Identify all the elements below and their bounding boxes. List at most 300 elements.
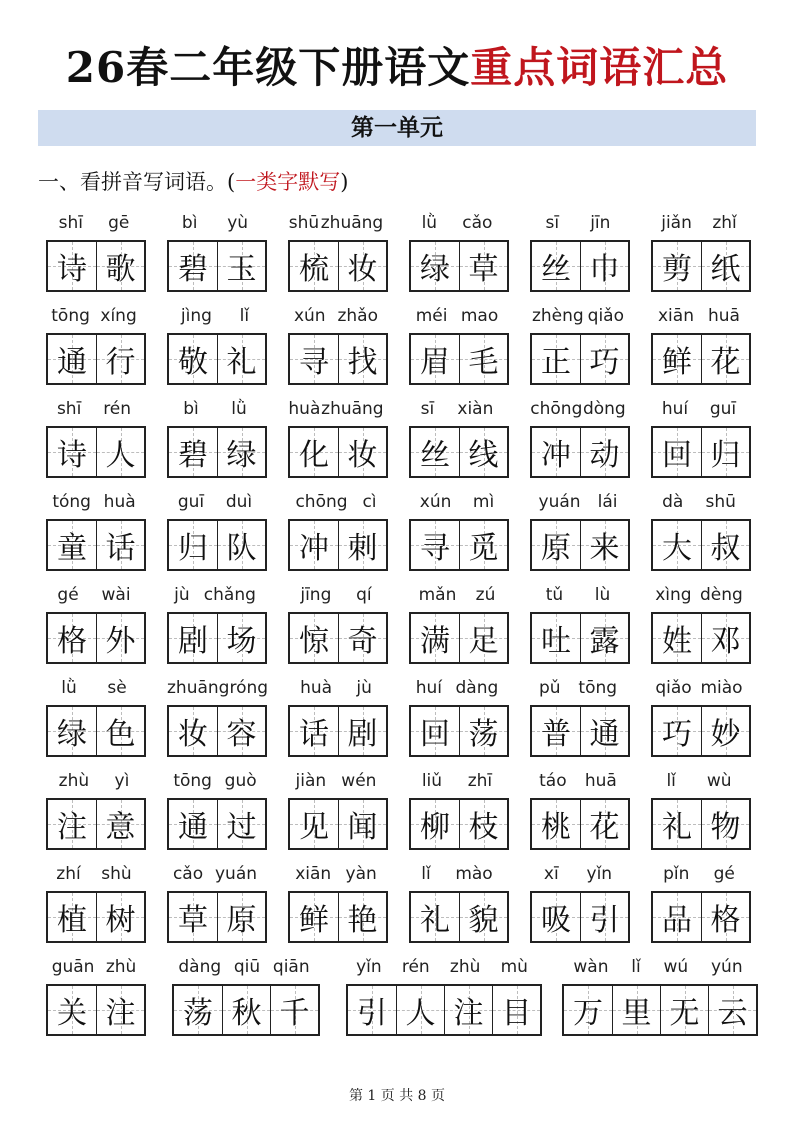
- character-cell: [48, 986, 96, 1034]
- pinyin-syllable: qiān: [272, 957, 310, 977]
- pinyin-line: [46, 206, 142, 240]
- pinyin-syllable: rén: [401, 957, 430, 977]
- pinyin-line: [409, 392, 505, 426]
- pinyin-syllable: lǜ: [231, 399, 247, 419]
- tianzige-box: [409, 798, 509, 850]
- character-cell: [48, 614, 96, 662]
- pinyin-line: [46, 485, 142, 519]
- character: 纸: [710, 252, 741, 287]
- pinyin-syllable: xìng: [655, 585, 692, 605]
- word-item: [46, 764, 146, 857]
- pinyin-syllable: yǐn: [586, 864, 613, 884]
- word-item: [409, 392, 509, 485]
- pinyin-line: [167, 299, 263, 333]
- pinyin-line: [651, 671, 747, 705]
- character: 荡: [183, 996, 213, 1031]
- tianzige-box: [530, 519, 630, 571]
- word-item: [167, 764, 267, 857]
- pinyin-syllable: mù: [500, 957, 528, 977]
- pinyin-syllable: wàn: [573, 957, 609, 977]
- tianzige-box: [288, 798, 388, 850]
- pinyin-syllable: sè: [107, 678, 127, 698]
- pinyin-syllable: lù: [594, 585, 611, 605]
- pinyin-line: [562, 950, 754, 984]
- character: 妆: [347, 252, 378, 287]
- character: 歌: [105, 252, 136, 287]
- pinyin-syllable: xiān: [658, 306, 694, 326]
- pinyin-syllable: yuán: [538, 492, 581, 512]
- character-cell: [338, 521, 386, 569]
- word-item: [167, 857, 267, 950]
- character-cell: [411, 893, 459, 941]
- character-cell: [411, 335, 459, 383]
- character-cell: [653, 707, 701, 755]
- pinyin-line: [288, 485, 384, 519]
- tianzige-box: [651, 705, 751, 757]
- pinyin-syllable: xī: [543, 864, 559, 884]
- word-item: [172, 950, 320, 1043]
- character: 物: [710, 810, 741, 845]
- pinyin-syllable: lǜ: [61, 678, 77, 698]
- tianzige-box: [530, 798, 630, 850]
- pinyin-syllable: dèng: [699, 585, 743, 605]
- character-cell: [96, 707, 144, 755]
- character-cell: [411, 242, 459, 290]
- character: 线: [468, 438, 499, 473]
- character: 过: [226, 810, 257, 845]
- tianzige-box: [288, 519, 388, 571]
- tianzige-box: [288, 891, 388, 943]
- word-row-last: [46, 950, 766, 1043]
- character-cell: [48, 335, 96, 383]
- character-cell: [532, 707, 580, 755]
- character-cell: [701, 800, 749, 848]
- pinyin-line: [46, 671, 142, 705]
- character: 找: [347, 345, 378, 380]
- character: 觅: [468, 531, 499, 566]
- character: 绿: [226, 438, 257, 473]
- character: 巧: [589, 345, 620, 380]
- character-cell: [701, 428, 749, 476]
- tianzige-box: [288, 333, 388, 385]
- tianzige-box: [46, 333, 146, 385]
- pinyin-syllable: mao: [460, 306, 499, 326]
- character: 秋: [231, 996, 262, 1031]
- character-cell: [338, 707, 386, 755]
- pinyin-syllable: qiǎo: [655, 678, 692, 698]
- character-cell: [48, 521, 96, 569]
- pinyin-syllable: zhǐ: [712, 213, 737, 233]
- character: 冲: [299, 531, 329, 566]
- pinyin-line: [167, 857, 263, 891]
- pinyin-line: [409, 671, 505, 705]
- character: 桃: [541, 810, 571, 845]
- character: 通: [57, 345, 87, 380]
- tianzige-box: [530, 612, 630, 664]
- tianzige-box: [288, 240, 388, 292]
- character: 品: [662, 903, 692, 938]
- tianzige-box: [167, 519, 267, 571]
- tianzige-box: [651, 333, 751, 385]
- character: 巧: [662, 717, 692, 752]
- character-cell: [532, 893, 580, 941]
- tianzige-box: [651, 612, 751, 664]
- tianzige-box: [409, 426, 509, 478]
- character: 普: [541, 717, 571, 752]
- character-cell: [222, 986, 270, 1034]
- page-footer: 第 1 页 共 8 页: [348, 1088, 446, 1104]
- word-item: [46, 485, 146, 578]
- pinyin-line: [346, 950, 538, 984]
- character-cell: [580, 614, 628, 662]
- character-cell: [217, 800, 265, 848]
- character-cell: [169, 614, 217, 662]
- character: 碧: [178, 252, 208, 287]
- pinyin-syllable: zú: [475, 585, 496, 605]
- tianzige-box: [530, 891, 630, 943]
- character: 艳: [347, 903, 378, 938]
- pinyin-syllable: huí: [661, 399, 689, 419]
- pinyin-syllable: tǔ: [545, 585, 564, 605]
- pinyin-syllable: xiàn: [457, 399, 494, 419]
- character-cell: [290, 335, 338, 383]
- character: 寻: [299, 345, 329, 380]
- pinyin-syllable: huí: [415, 678, 443, 698]
- character-cell: [532, 800, 580, 848]
- tianzige-box: [46, 612, 146, 664]
- character-cell: [653, 335, 701, 383]
- character: 梳: [299, 252, 329, 287]
- word-item: [288, 206, 388, 299]
- character: 归: [710, 438, 741, 473]
- pinyin-syllable: cì: [362, 492, 377, 512]
- word-item: [46, 671, 146, 764]
- character-cell: [459, 335, 507, 383]
- character-cell: [444, 986, 492, 1034]
- word-item: [167, 578, 267, 671]
- pinyin-line: [167, 764, 263, 798]
- character: 礼: [420, 903, 450, 938]
- tianzige-box: [288, 426, 388, 478]
- pinyin-line: [288, 764, 384, 798]
- character: 绿: [57, 717, 87, 752]
- character: 云: [717, 996, 748, 1031]
- character: 剪: [662, 252, 692, 287]
- page-title: [0, 38, 794, 98]
- character: 关: [57, 996, 87, 1031]
- pinyin-syllable: shù: [101, 864, 132, 884]
- pinyin-line: [46, 857, 142, 891]
- pinyin-line: [530, 299, 626, 333]
- character: 目: [501, 996, 532, 1031]
- pinyin-syllable: guī: [709, 399, 737, 419]
- pinyin-syllable: qí: [356, 585, 372, 605]
- pinyin-syllable: qiǎo: [587, 306, 624, 326]
- character-cell: [580, 428, 628, 476]
- word-item: [530, 578, 630, 671]
- character: 无: [669, 996, 700, 1031]
- character-cell: [96, 335, 144, 383]
- character: 回: [420, 717, 450, 752]
- character: 邓: [710, 624, 741, 659]
- character: 姓: [662, 624, 692, 659]
- character-cell: [338, 614, 386, 662]
- word-item: [288, 485, 388, 578]
- character: 来: [589, 531, 620, 566]
- pinyin-syllable: chǎng: [203, 585, 256, 605]
- character-cell: [96, 893, 144, 941]
- character-cell: [580, 521, 628, 569]
- pinyin-syllable: bì: [181, 213, 198, 233]
- section-label: 一、看拼音写词语。(: [38, 170, 236, 194]
- tianzige-box: [409, 240, 509, 292]
- character-cell: [653, 428, 701, 476]
- pinyin-syllable: yún: [710, 957, 743, 977]
- character-cell: [169, 335, 217, 383]
- character-cell: [217, 521, 265, 569]
- character: 诗: [57, 252, 87, 287]
- tianzige-box: [167, 705, 267, 757]
- character-cell: [653, 800, 701, 848]
- tianzige-box: [651, 798, 751, 850]
- pinyin-line: [530, 485, 626, 519]
- word-item: [530, 485, 630, 578]
- character: 礼: [226, 345, 257, 380]
- word-item: [530, 299, 630, 392]
- word-item: [409, 764, 509, 857]
- character-cell: [169, 242, 217, 290]
- pinyin-syllable: guò: [224, 771, 257, 791]
- tianzige-box: [288, 612, 388, 664]
- character: 叔: [710, 531, 741, 566]
- tianzige-box: [651, 891, 751, 943]
- tianzige-box: [167, 891, 267, 943]
- pinyin-syllable: tōng: [173, 771, 212, 791]
- character: 寻: [420, 531, 450, 566]
- pinyin-syllable: chōng: [295, 492, 348, 512]
- character-cell: [532, 428, 580, 476]
- character-cell: [217, 707, 265, 755]
- character-cell: [217, 242, 265, 290]
- tianzige-box: [46, 240, 146, 292]
- character-cell: [169, 707, 217, 755]
- pinyin-syllable: xún: [293, 306, 326, 326]
- character: 引: [357, 996, 387, 1031]
- unit-heading: 第一单元: [38, 110, 756, 146]
- pinyin-syllable: xiān: [295, 864, 332, 884]
- character-cell: [290, 707, 338, 755]
- character: 童: [57, 531, 87, 566]
- character-cell: [217, 428, 265, 476]
- tianzige-box: [562, 984, 758, 1036]
- character: 花: [710, 345, 741, 380]
- pinyin-line: [46, 950, 142, 984]
- tianzige-box: [651, 240, 751, 292]
- character-cell: [396, 986, 444, 1034]
- character: 队: [226, 531, 257, 566]
- pinyin-syllable: zhù: [449, 957, 481, 977]
- pinyin-line: [167, 206, 263, 240]
- character-cell: [338, 428, 386, 476]
- pinyin-line: [651, 764, 747, 798]
- tianzige-box: [167, 240, 267, 292]
- tianzige-box: [346, 984, 542, 1036]
- character-cell: [532, 335, 580, 383]
- character: 通: [178, 810, 208, 845]
- character-cell: [48, 800, 96, 848]
- pinyin-syllable: wù: [706, 771, 732, 791]
- character: 里: [621, 996, 652, 1031]
- pinyin-line: [651, 857, 747, 891]
- pinyin-line: [46, 764, 142, 798]
- character: 惊: [299, 624, 329, 659]
- word-item: [409, 857, 509, 950]
- pinyin-syllable: dàng: [455, 678, 499, 698]
- character-cell: [653, 242, 701, 290]
- pinyin-line: [409, 857, 505, 891]
- character: 注: [57, 810, 87, 845]
- character-cell: [701, 242, 749, 290]
- character: 树: [105, 903, 136, 938]
- tianzige-box: [46, 519, 146, 571]
- character-cell: [459, 428, 507, 476]
- character-cell: [580, 335, 628, 383]
- title-highlight: 重点词语汇总: [470, 43, 729, 92]
- character: 草: [468, 252, 499, 287]
- character: 碧: [178, 438, 208, 473]
- section-close: ): [340, 170, 349, 194]
- tianzige-box: [530, 705, 630, 757]
- pinyin-syllable: lǐ: [421, 864, 431, 884]
- pinyin-syllable: qiū: [233, 957, 261, 977]
- character: 人: [405, 996, 436, 1031]
- pinyin-syllable: huà: [288, 399, 321, 419]
- word-item: [288, 857, 388, 950]
- word-item: [530, 392, 630, 485]
- pinyin-syllable: jìng: [180, 306, 212, 326]
- tianzige-box: [167, 333, 267, 385]
- pinyin-syllable: guī: [177, 492, 205, 512]
- pinyin-syllable: huā: [708, 306, 740, 326]
- pinyin-syllable: zhǎo: [337, 306, 379, 326]
- pinyin-line: [530, 206, 626, 240]
- character-cell: [459, 893, 507, 941]
- character-cell: [459, 800, 507, 848]
- pinyin-line: [172, 950, 316, 984]
- character-cell: [338, 335, 386, 383]
- pinyin-syllable: jiàn: [295, 771, 327, 791]
- word-item: [288, 764, 388, 857]
- character: 注: [105, 996, 136, 1031]
- character: 鲜: [662, 345, 692, 380]
- character-cell: [169, 800, 217, 848]
- character: 柳: [420, 810, 450, 845]
- character: 奇: [347, 624, 378, 659]
- character-cell: [612, 986, 660, 1034]
- word-item: [46, 299, 146, 392]
- word-item: [167, 671, 267, 764]
- pinyin-syllable: yuán: [215, 864, 258, 884]
- character-cell: [290, 614, 338, 662]
- pinyin-line: [288, 299, 384, 333]
- tianzige-box: [409, 519, 509, 571]
- character: 枝: [468, 810, 499, 845]
- word-item: [46, 578, 146, 671]
- character-cell: [701, 893, 749, 941]
- pinyin-syllable: huà: [103, 492, 136, 512]
- character: 礼: [662, 810, 692, 845]
- word-item: [651, 299, 751, 392]
- character-cell: [96, 800, 144, 848]
- character-cell: [660, 986, 708, 1034]
- character-cell: [411, 614, 459, 662]
- pinyin-line: [409, 299, 505, 333]
- word-item: [651, 485, 751, 578]
- tianzige-box: [530, 333, 630, 385]
- character-cell: [290, 893, 338, 941]
- character: 吐: [541, 624, 571, 659]
- character: 植: [57, 903, 87, 938]
- character-cell: [48, 242, 96, 290]
- pinyin-syllable: bì: [183, 399, 199, 419]
- pinyin-syllable: zhuāng: [320, 213, 384, 233]
- character: 剧: [347, 717, 378, 752]
- tianzige-box: [530, 240, 630, 292]
- word-item: [651, 764, 751, 857]
- character: 丝: [541, 252, 571, 287]
- character-cell: [701, 614, 749, 662]
- pinyin-line: [167, 485, 263, 519]
- pinyin-line: [167, 578, 263, 612]
- pinyin-syllable: shī: [58, 213, 83, 233]
- word-item: [409, 485, 509, 578]
- character: 刺: [347, 531, 378, 566]
- pinyin-line: [167, 392, 263, 426]
- pinyin-syllable: pǐn: [663, 864, 690, 884]
- pinyin-line: [288, 206, 384, 240]
- pinyin-line: [288, 578, 384, 612]
- pinyin-syllable: wú: [663, 957, 689, 977]
- character: 通: [589, 717, 620, 752]
- character-cell: [532, 242, 580, 290]
- character: 眉: [420, 345, 450, 380]
- character-cell: [290, 521, 338, 569]
- character-cell: [411, 521, 459, 569]
- character-cell: [96, 428, 144, 476]
- character: 万: [573, 996, 603, 1031]
- pinyin-line: [651, 206, 747, 240]
- pinyin-syllable: zhù: [105, 957, 137, 977]
- character: 诗: [57, 438, 87, 473]
- character: 妆: [347, 438, 378, 473]
- pinyin-syllable: yù: [227, 213, 249, 233]
- pinyin-syllable: shī: [56, 399, 82, 419]
- character: 足: [468, 624, 499, 659]
- character: 回: [662, 438, 692, 473]
- tianzige-box: [46, 705, 146, 757]
- character-cell: [580, 800, 628, 848]
- pinyin-line: [288, 857, 384, 891]
- pinyin-syllable: mǎn: [418, 585, 457, 605]
- character: 毛: [468, 345, 499, 380]
- word-item: [46, 392, 146, 485]
- pinyin-syllable: xíng: [100, 306, 137, 326]
- pinyin-syllable: huà: [300, 678, 333, 698]
- pinyin-syllable: tōng: [51, 306, 90, 326]
- word-item: [409, 671, 509, 764]
- word-item: [288, 578, 388, 671]
- character-cell: [564, 986, 612, 1034]
